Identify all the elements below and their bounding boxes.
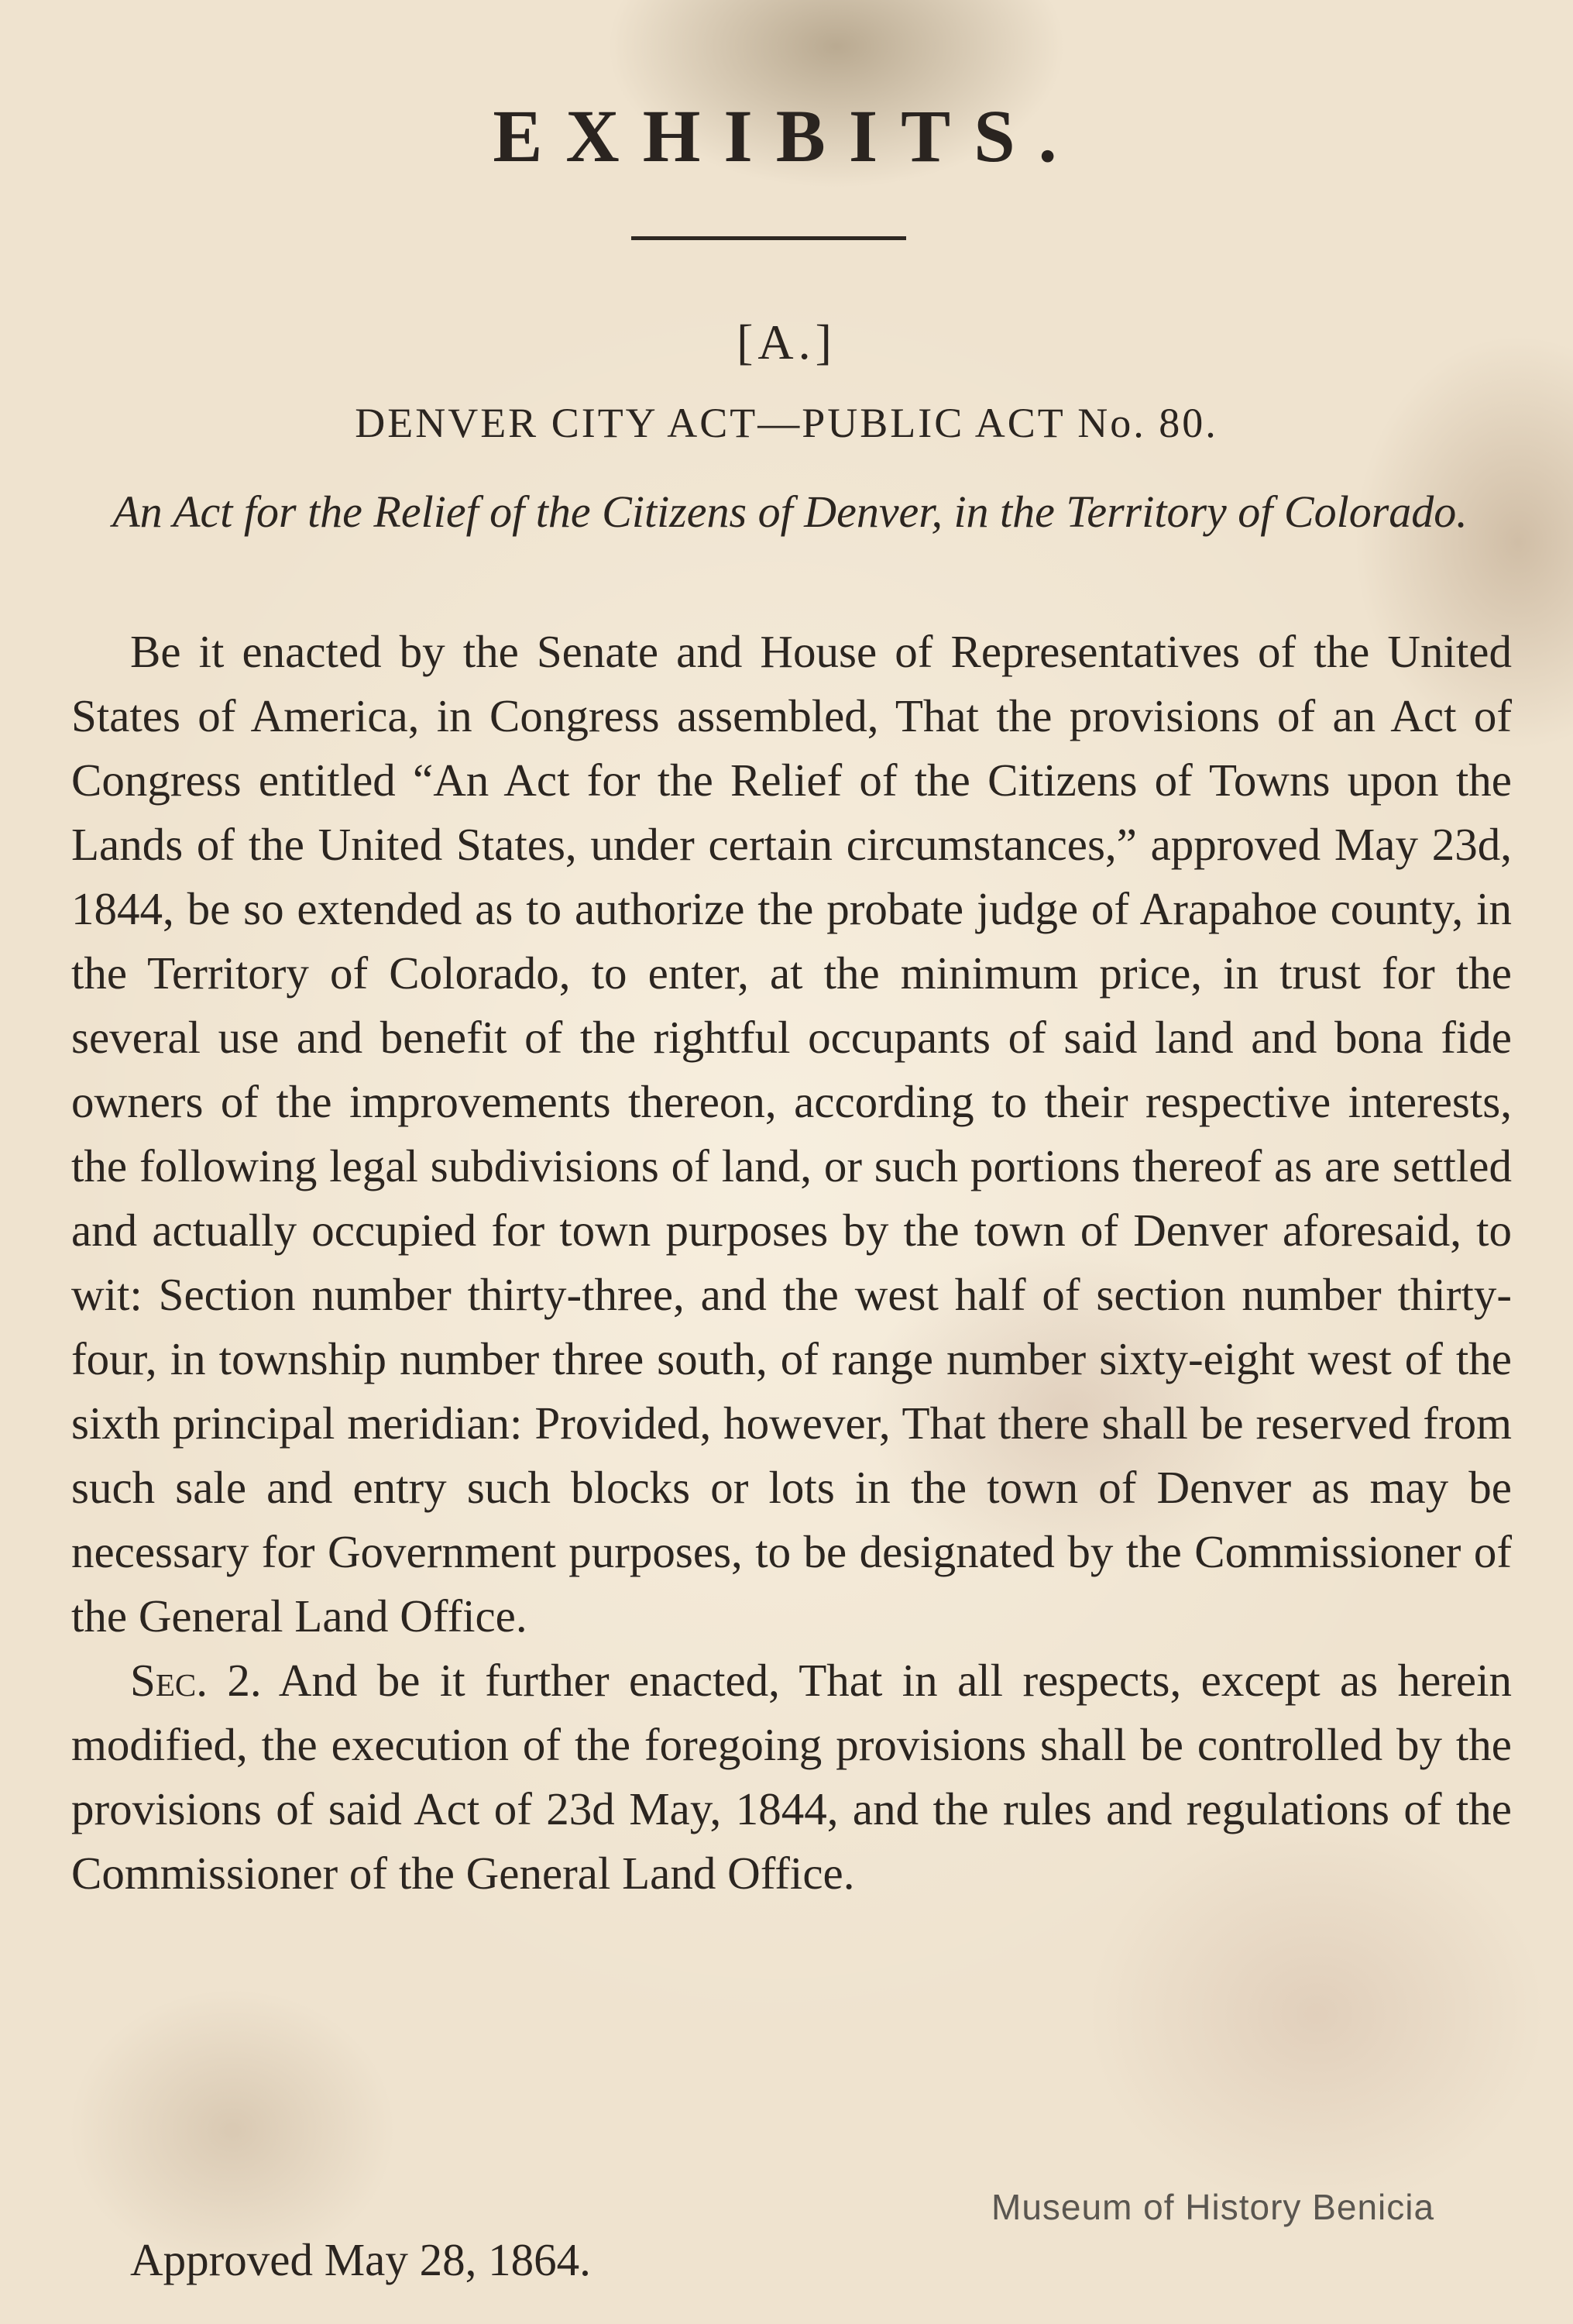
act-heading: DENVER CITY ACT—PUBLIC ACT No. 80. (355, 400, 1218, 446)
section-2-paragraph (71, 1648, 1512, 1906)
approval-date: Approved May 28, 1864. (130, 2234, 591, 2285)
title-divider (631, 236, 906, 240)
exhibit-label: [A.] (737, 315, 836, 370)
section-2-text: And be it further enacted, That in all respects, except as herein modified, the execution of the foregoing provisions shall be controlled by the provisions of said Act of 23d May, 1844, and the rules and regulations of the Commissioner of the General Land Office. (71, 1655, 1512, 1899)
act-subtitle: An Act for the Relief of the Citizens of Denver, in the Territory of Colorado. (112, 486, 1468, 537)
section-1-paragraph: Be it enacted by the Senate and House of Representatives of the United States of America, in Congress assembled, That the provisions of an Act of Congress entitled “An Act for the Relief of the Citizens of Towns upon the Lands of the United States, under certain circumstances,” approved May 23d, 1844, be so extended as to authorize the probate judge of Arapahoe county, in the Territory of Colorado, to enter, at the minimum price, in trust for the several use and benefit of the rightful occupants of said land and bona fide owners of the improvements thereon, according to their respective interests, the following legal subdivisions of land, or such portions thereof as are settled and actually occupied for town purposes by the town of Denver aforesaid, to wit: Section number thirty-three, and the west half of section number thirty-four, in township number three south, of range number sixty-eight west of the sixth principal meridian: Provided, however, That there shall be reserved from such sale and entry such blocks or lots in the town of Denver as may be necessary for Government purposes, to be designated by the Commissioner of the General Land Office. (71, 626, 1512, 1642)
act-body (71, 620, 1512, 1906)
page-title: EXHIBITS. (493, 95, 1080, 177)
museum-watermark: Museum of History Benicia (991, 2187, 1435, 2227)
section-2-label: Sec. 2. (130, 1655, 262, 1706)
